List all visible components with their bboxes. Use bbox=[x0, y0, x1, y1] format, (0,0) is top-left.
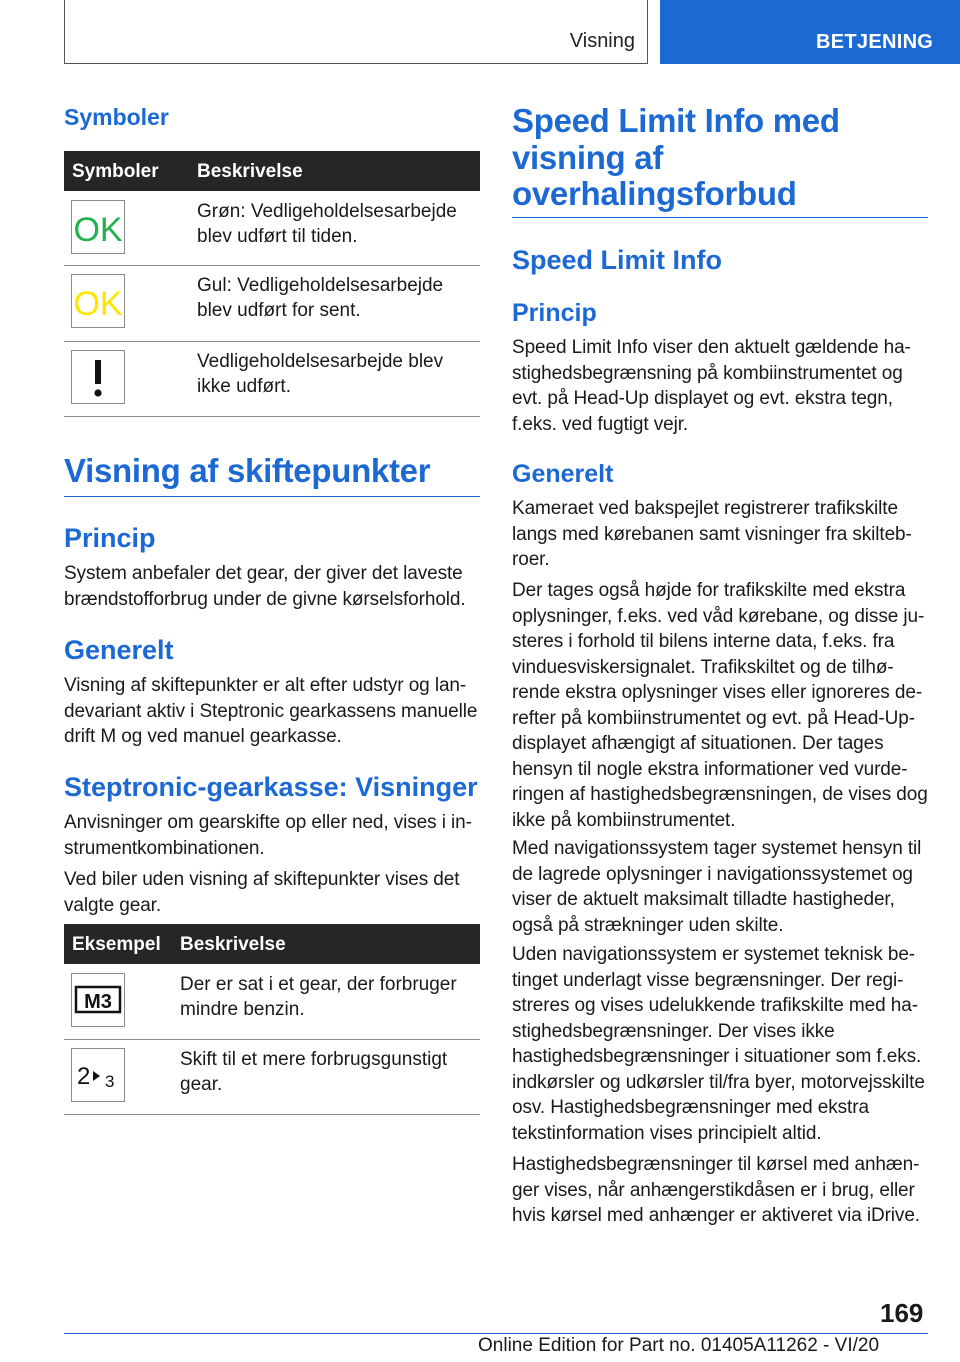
header-chapter-title: BETJENING bbox=[816, 31, 934, 53]
svg-text:OK: OK bbox=[73, 211, 123, 249]
svg-text:2: 2 bbox=[77, 1063, 91, 1090]
exclamation-icon bbox=[71, 350, 125, 404]
shift-points-heading: Visning af skiftepunkter bbox=[64, 452, 431, 489]
header-chapter-tab bbox=[660, 0, 960, 64]
svg-text:3: 3 bbox=[105, 1072, 115, 1091]
heading-rule bbox=[512, 217, 928, 218]
paragraph: Der tages også højde for trafikskilte med ekstra oplysninger, f.eks. ved våd kørebane, og disse justeres i forhold til bilens interne data, f.eks. fra vinduesviskersignalet. Trafikskiltet og de tilhørende ekstra oplysninger vises eller ignoreres derefter på kombiinstrumentet og evt. på Head-Up-displayet afhængigt af situationen. Der tages hensyn til nogle ekstra informationer ved vurderingen af hastighedsbegrænsningen, de vises dog ikke på kombiinstrumentet. bbox=[512, 580, 928, 831]
svg-text:OK: OK bbox=[73, 285, 123, 323]
description-col-header: Beskrivelse bbox=[197, 161, 303, 182]
shift-2-to-3-icon bbox=[71, 1048, 125, 1102]
steptronic-text-1: Anvisninger om gearskifte op eller ned, vises i instrumentkombinationen. bbox=[64, 812, 472, 859]
row-description: Skift til et mere forbrugsgunstigt gear. bbox=[180, 1049, 448, 1095]
principle-heading: Princip bbox=[512, 299, 597, 327]
general-text: Visning af skiftepunkter er alt efter udstyr og landevariant aktiv i Steptronic gearkassens manuelle drift M og ved manuel gearkasse. bbox=[64, 675, 478, 747]
row-description: Der er sat i et gear, der forbruger mindre benzin. bbox=[180, 974, 457, 1020]
footer-rule bbox=[64, 1333, 928, 1334]
steptronic-heading: Steptronic-gearkasse: Visninger bbox=[64, 772, 478, 802]
table-row bbox=[64, 191, 480, 266]
ok-yellow-icon bbox=[71, 274, 125, 328]
symbols-heading: Symboler bbox=[64, 104, 169, 130]
principle-text: Speed Limit Info viser den aktuelt gældende hastighedsbegrænsning på kombiinstrumentet og evt. på Head-Up displayet og evt. ekstra tegn, f.eks. ved fugtigt vejr. bbox=[512, 337, 911, 435]
description-col-header: Beskrivelse bbox=[180, 934, 286, 955]
table-row bbox=[64, 341, 480, 417]
page-number: 169 bbox=[880, 1298, 924, 1328]
table-row bbox=[64, 1039, 480, 1115]
speed-limit-subheading: Speed Limit Info bbox=[512, 245, 723, 275]
heading-rule bbox=[64, 496, 480, 497]
steptronic-text-2: Ved biler uden visning af skiftepunkter vises det valgte gear. bbox=[64, 869, 460, 916]
row-description: Gul: Vedligeholdelsesarbejde blev udført for sent. bbox=[197, 275, 444, 321]
footer-edition: Online Edition for Part no. 01405A11262 - VI/20 bbox=[478, 1335, 880, 1356]
ok-green-icon bbox=[71, 200, 125, 254]
paragraph: Hastighedsbegrænsninger til kørsel med anhænger vises, når anhængerstikdåsen er i brug, eller hvis kørsel med anhænger er aktiveret via iDrive. bbox=[512, 1154, 920, 1226]
row-description: Grøn: Vedligeholdelsesarbejde blev udført til tiden. bbox=[197, 201, 457, 247]
header-section-title: Visning bbox=[569, 30, 635, 52]
svg-text:M3: M3 bbox=[84, 991, 112, 1013]
example-table bbox=[64, 924, 480, 1115]
header-section-box bbox=[64, 0, 648, 64]
gear-m3-icon bbox=[71, 973, 125, 1027]
paragraph: Kameraet ved bakspejlet registrerer trafikskilte langs med kørebanen samt visninger fra skiltebroer. bbox=[512, 498, 912, 570]
general-heading: Generelt bbox=[64, 635, 174, 665]
paragraph: Med navigationssystem tager systemet hensyn til de lagrede oplysninger i navigationssystemet og viser de aktuelt maksimalt tilladte hastigheder, også på strækninger uden skilte. bbox=[512, 838, 922, 936]
example-col-header: Eksempel bbox=[72, 934, 161, 955]
paragraph: Uden navigationssystem er systemet teknisk betinget underlagt visse begrænsninger. Der registreres og vises udelukkende trafikskilte med hastighedsbegrænsninger. Der vises ikke hastighedsbegrænsninger i situationer som f.eks. indkørsler og udkørsler til/fra byer, motorvejsskilte osv. Hastighedsbegrænsninger med ekstra tekstinformation vises principielt altid. bbox=[512, 944, 925, 1144]
principle-text: System anbefaler det gear, der giver det laveste brændstofforbrug under de givne kørselsforhold. bbox=[64, 563, 466, 610]
row-description: Vedligeholdelsesarbejde blev ikke udført. bbox=[197, 351, 444, 397]
general-heading: Generelt bbox=[512, 460, 614, 488]
symbols-col-header: Symboler bbox=[72, 161, 159, 182]
symbols-table bbox=[64, 151, 480, 417]
example-table-header bbox=[64, 924, 480, 964]
principle-heading: Princip bbox=[64, 523, 156, 553]
symbols-table-header bbox=[64, 151, 480, 191]
table-row bbox=[64, 265, 480, 342]
table-row bbox=[64, 964, 480, 1040]
speed-limit-main-heading: Speed Limit Info med visning af overhalingsforbud bbox=[512, 102, 840, 212]
